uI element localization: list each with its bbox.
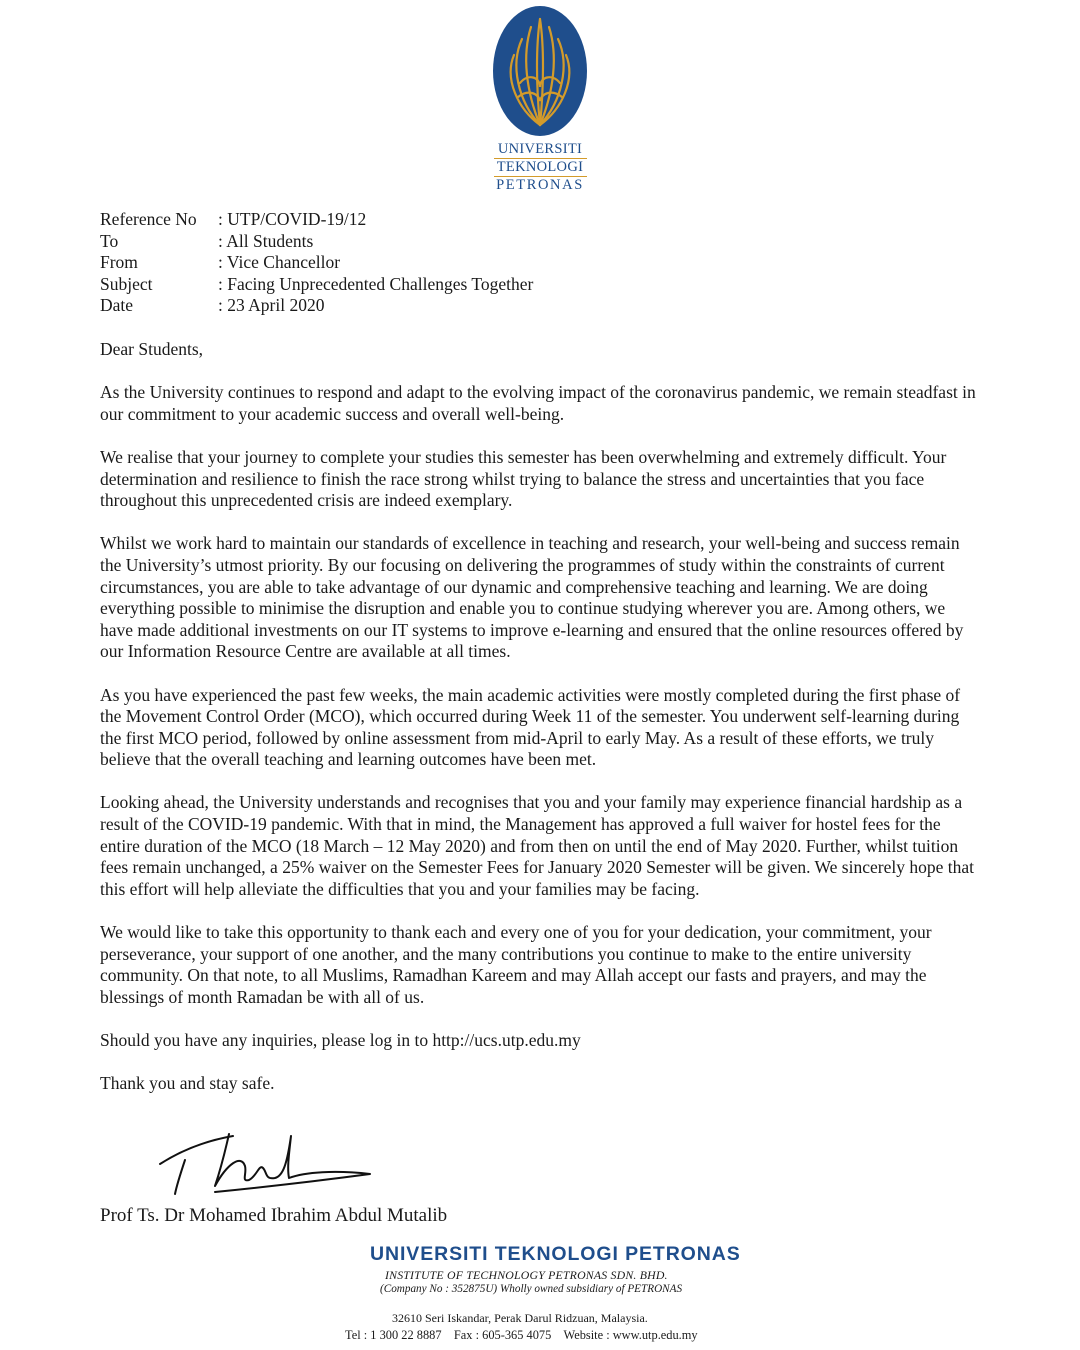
footer-institute: INSTITUTE OF TECHNOLOGY PETRONAS SDN. BHD. [385,1268,668,1282]
meta-label: Date [100,295,134,316]
meta-label: Subject [100,273,153,294]
meta-row-from [100,252,533,274]
meta-value: : UTP/COVID-19/12 [218,209,367,229]
paragraph: We realise that your journey to complete your studies this semester has been overwhelming and extremely difficult. Your determination and resilience to finish the race strong whilst trying to balance the stress and uncertainties that you face throughout this unprecedented crisis are indeed exemplary. [100,446,947,511]
salutation: Dear Students, [100,339,204,359]
meta-label: To [100,230,119,251]
meta-value: : Facing Unprecedented Challenges Together [218,273,534,294]
footer-company: (Company No : 352875U) Wholly owned subsidiary of PETRONAS [380,1283,683,1295]
footer-address: 32610 Seri Iskandar, Perak Darul Ridzuan, Malaysia. [392,1311,648,1325]
university-logo [492,5,588,194]
meta-label: From [100,252,138,273]
paragraph: We would like to take this opportunity to thank each and every one of you for your dedication, your commitment, your perseverance, your support of one another, and the many contributions you continue to make to the entire university community. On that note, to all Muslims, Ramadhan Kareem and may Allah accept our fasts and prayers, and may the blessings of month Ramadan be with all of us. [100,922,932,1007]
logo-wordmark [492,141,588,194]
paragraph: Whilst we work hard to maintain our standards of excellence in teaching and research, your well-being and success remain the University’s utmost priority. By our focusing on delivering the programmes of study within the constraints of current circumstances, you are able to take advantage of our dynamic and comprehensive teaching and learning. We are doing everything possible to minimise the disruption and enable you to continue studying wherever you are. Among others, we have made additional investments on our IT systems to improve e-learning and ensured that the online resources offered by our Information Resource Centre are available at all times. [100,533,964,662]
meta-row-date [100,295,533,317]
paragraph: As the University continues to respond and adapt to the evolving impact of the coronavirus pandemic, we remain steadfast in our commitment to your academic success and overall well-being. [100,382,976,424]
logo-line-2: TEKNOLOGI [494,159,587,177]
logo-line-1: UNIVERSITI [494,141,587,159]
paragraph: As you have experienced the past few weeks, the main academic activities were mostly completed during the first phase of the Movement Control Order (MCO), which occurred during Week 11 of the semester. You underwent self-learning during the first MCO period, followed by online assessment from mid-April to early May. As a result of these efforts, we truly believe that the overall teaching and learning outcomes have been met. [100,684,961,770]
meta-value: : Vice Chancellor [218,252,341,273]
inquiry-line: Should you have any inquiries, please log in to http://ucs.utp.edu.my [100,1030,581,1050]
logo-line-3: PETRONAS [496,177,584,193]
closing-line: Thank you and stay safe. [100,1073,275,1094]
signature [155,1124,385,1209]
meta-value: : 23 April 2020 [218,295,325,316]
meta-row-reference [100,209,533,231]
meta-value: : All Students [218,230,314,251]
meta-label: Reference No [100,209,197,229]
utp-emblem [492,5,588,137]
paragraph: Looking ahead, the University understands and recognises that you and your family may experience financial hardship as a result of the COVID-19 pandemic. With that in mind, the Management has approved a full waiver for hostel fees for the entire duration of the MCO (18 March – 12 May 2020) and from then on until the end of May 2020. Further, whilst tuition fees remain unchanged, a 25% waiver on the Semester Fees for January 2020 Semester will be given. We sincerely hope that this effort will help alleviate the difficulties that you and your families may be facing. [100,792,974,899]
meta-row-to [100,231,533,253]
footer-university-name: UNIVERSITI TEKNOLOGI PETRONAS [370,1243,741,1265]
letter-body [100,339,980,1116]
footer-contact: Tel : 1 300 22 8887 Fax : 605-365 4075 Website : www.utp.edu.my [345,1328,698,1342]
memo-header [100,209,533,317]
signer-name: Prof Ts. Dr Mohamed Ibrahim Abdul Mutalib [100,1205,448,1226]
meta-row-subject [100,274,533,296]
